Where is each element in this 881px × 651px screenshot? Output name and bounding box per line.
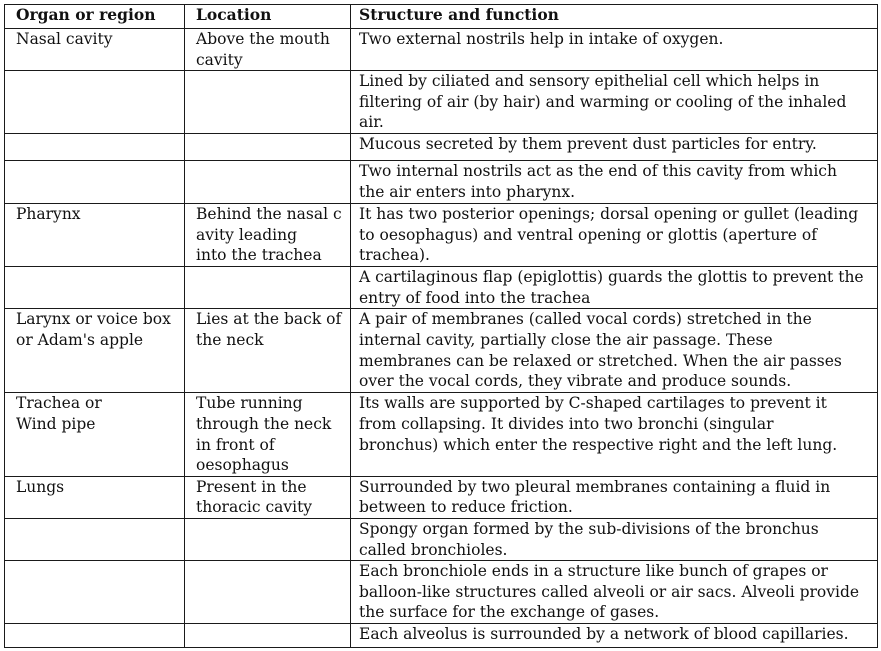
location-cell: Present in the thoracic cavity (185, 476, 351, 518)
structure-cell: Two external nostrils help in intake of oxygen. (351, 29, 878, 71)
organ-cell (5, 624, 185, 648)
structure-cell: Each bronchiole ends in a structure like bunch of grapes or balloon-like structures called alveoli or air sacs. Alveoli provide the surface for the exchange of gases. (351, 561, 878, 624)
organ-cell: Lungs (5, 476, 185, 518)
location-cell (185, 161, 351, 204)
location-cell: Lies at the back of the neck (185, 309, 351, 393)
location-cell (185, 561, 351, 624)
organ-cell: Pharynx (5, 204, 185, 267)
location-cell: Behind the nasal c avity leading into the trachea (185, 204, 351, 267)
header-row (5, 5, 878, 29)
table-row (5, 393, 878, 476)
location-cell (185, 134, 351, 161)
table-row (5, 518, 878, 560)
organ-cell (5, 71, 185, 134)
header-structure: Structure and function (351, 5, 878, 29)
organ-cell (5, 267, 185, 309)
structure-cell: Lined by ciliated and sensory epithelial cell which helps in filtering of air (by hair) and warming or cooling of the inhaled air. (351, 71, 878, 134)
structure-cell: Surrounded by two pleural membranes containing a fluid in between to reduce friction. (351, 476, 878, 518)
location-cell (185, 518, 351, 560)
organ-cell (5, 134, 185, 161)
organ-cell: Larynx or voice box or Adam's apple (5, 309, 185, 393)
structure-cell: Mucous secreted by them prevent dust particles for entry. (351, 134, 878, 161)
table-row (5, 204, 878, 267)
structure-cell: A pair of membranes (called vocal cords) stretched in the internal cavity, partially close the air passage. These membranes can be relaxed or stretched. When the air passes over the vocal cords, they vibrate and produce sounds. (351, 309, 878, 393)
structure-cell: A cartilaginous flap (epiglottis) guards the glottis to prevent the entry of food into the trachea (351, 267, 878, 309)
structure-cell: It has two posterior openings; dorsal opening or gullet (leading to oesophagus) and ventral opening or glottis (aperture of trachea). (351, 204, 878, 267)
structure-cell: Spongy organ formed by the sub-divisions of the bronchus called bronchioles. (351, 518, 878, 560)
table-row (5, 624, 878, 648)
location-cell (185, 624, 351, 648)
table-row (5, 161, 878, 204)
table-row (5, 134, 878, 161)
organ-cell: Trachea or Wind pipe (5, 393, 185, 476)
structure-cell: Its walls are supported by C-shaped cartilages to prevent it from collapsing. It divides into two bronchi (singular bronchus) which enter the respective right and the left lung. (351, 393, 878, 476)
header-organ: Organ or region (5, 5, 185, 29)
table-row (5, 476, 878, 518)
organ-cell (5, 561, 185, 624)
location-cell: Tube running through the neck in front of oesophagus (185, 393, 351, 476)
location-cell (185, 71, 351, 134)
respiratory-organs-table (4, 4, 878, 648)
structure-cell: Each alveolus is surrounded by a network of blood capillaries. (351, 624, 878, 648)
table-row (5, 309, 878, 393)
organ-cell: Nasal cavity (5, 29, 185, 71)
table-row (5, 71, 878, 134)
header-location: Location (185, 5, 351, 29)
table-row (5, 561, 878, 624)
structure-cell: Two internal nostrils act as the end of this cavity from which the air enters into pharynx. (351, 161, 878, 204)
location-cell: Above the mouth cavity (185, 29, 351, 71)
table-row (5, 29, 878, 71)
organ-cell (5, 161, 185, 204)
organ-cell (5, 518, 185, 560)
table-row (5, 267, 878, 309)
location-cell (185, 267, 351, 309)
